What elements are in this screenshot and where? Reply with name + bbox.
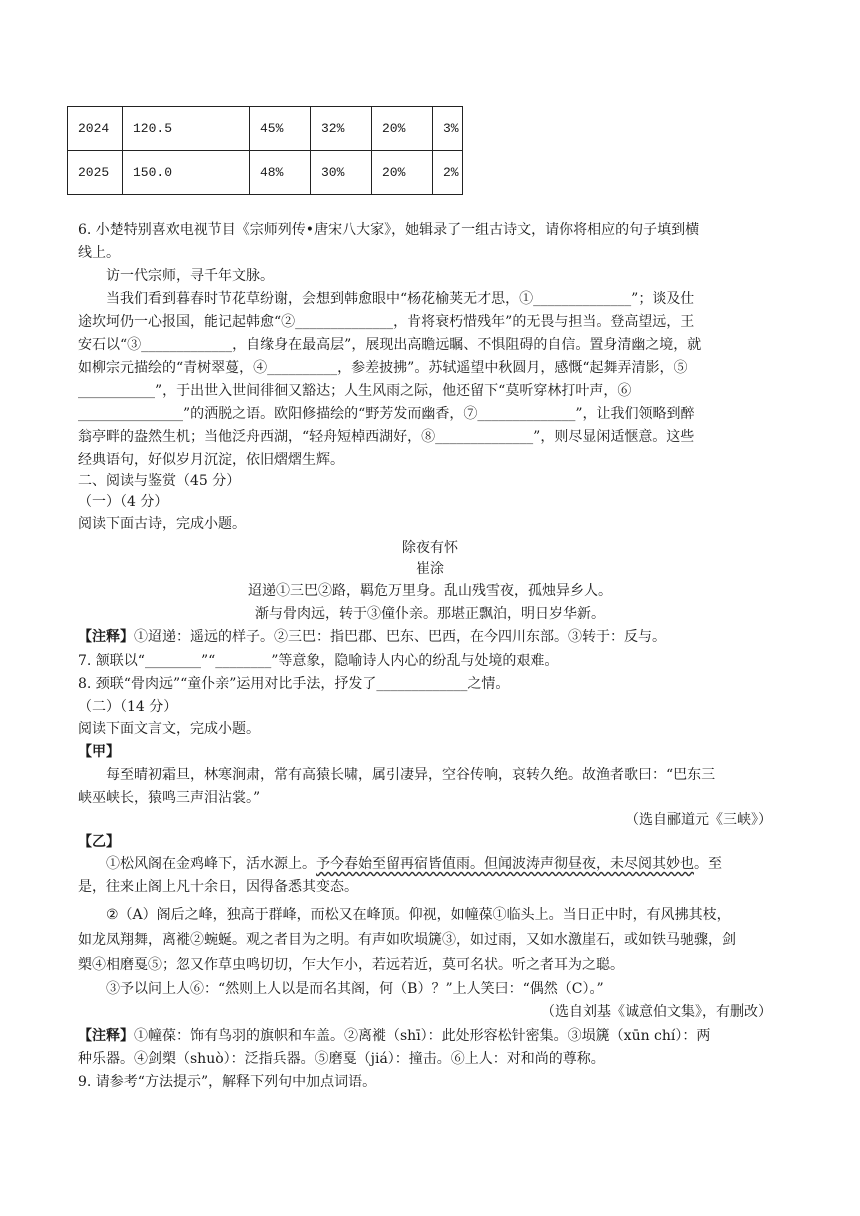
section-title: 二、阅读与鉴赏（45 分）: [78, 473, 241, 489]
passage-text: ①松风阁在金鸡峰下，活水源上。: [106, 856, 316, 872]
table-cell: 20%: [372, 151, 433, 195]
q6-text: _______________”的洒脱之语。欧阳修描绘的“野芳发而幽香，⑦______________”，让我们领略到醉: [78, 406, 695, 422]
q7-text: 7. 颔联以“________”“________”等意象，隐喻诗人内心的纷乱与处境的艰难。: [78, 653, 559, 669]
passage-text: 如龙凤翔舞，离褷②蜿蜒。观之者目为之明。有声如吹埙篪③，如过雨，又如水激崖石，或如铁马驰骤，剑: [78, 932, 736, 948]
passage-text: 是，往来止阁上凡十余日，因得备悉其变态。: [78, 879, 358, 895]
underlined-sentence: 予今春始至留再宿皆值雨。但闻波涛声彻昼夜，未尽阅其妙也: [316, 856, 694, 872]
q6-text: ___________”，于出世入世间徘徊又豁达；人生风雨之际，他还留下“莫听穿林打叶声，⑥: [78, 383, 632, 399]
note-label: 【注释】: [78, 629, 134, 645]
instruction: 阅读下面文言文，完成小题。: [78, 721, 260, 737]
table-cell: 45%: [250, 107, 311, 151]
q6-text: 如柳宗元描绘的“青树翠蔓，④__________，参差披拂”。苏轼遥望中秋圆月，感慨“起舞弄清影，⑤: [78, 360, 688, 376]
passage-label: 【乙】: [78, 834, 120, 850]
poem-line: 迢递①三巴②路，羁危万里身。乱山残雪夜，孤烛异乡人。: [248, 583, 612, 599]
q6-text: 6. 小楚特别喜欢电视节目《宗师列传•唐宋八大家》，她辑录了一组古诗文，请你将相应的句子填到横: [78, 222, 700, 238]
passage-text: ③予以问上人⑥：“然则上人以是而名其阁，何（B）？”上人笑曰：“偶然（C）。”: [106, 981, 604, 997]
poem-line: 渐与骨肉远，转于③僮仆亲。那堪正飘泊，明日岁华新。: [255, 606, 605, 622]
table-row: [68, 151, 463, 195]
data-table: [67, 106, 463, 195]
passage-text: 峡巫峡长，猿鸣三声泪沾裳。”: [78, 790, 261, 806]
q9-text: 9. 请参考“方法提示”，解释下列句中加点词语。: [78, 1074, 377, 1090]
q6-text: 线上。: [78, 245, 120, 261]
passage-label: 【甲】: [78, 744, 120, 760]
note: [78, 1025, 778, 1047]
passage-text: 每至晴初霜旦，林寒涧肃，常有高猿长啸，属引凄异，空谷传响，哀转久绝。故渔者歌曰：“巴东三: [106, 767, 716, 783]
passage-source: （选自郦道元《三峡》）: [625, 812, 772, 828]
passage-text: ②（A）阁后之峰，独高于群峰，而松又在峰顶。仰视，如幢葆①临头上。当日正中时，有风拂其枝，: [106, 907, 731, 923]
table-cell: 2025: [68, 151, 123, 195]
table-cell: 32%: [311, 107, 372, 151]
q6-text: 途坎坷仍一心报国，能记起韩愈“②______________，肯将衰朽惜残年”的无畏与担当。登高望远，王: [78, 314, 695, 330]
note-text: 种乐器。④剑槊（shuò）：泛指兵器。⑤磨戛（jiá）：撞击。⑥上人：对和尚的尊称。: [78, 1051, 605, 1067]
passage-source: （选自刘基《诚意伯文集》，有删改）: [541, 1004, 772, 1020]
table-cell: 3%: [433, 107, 463, 151]
passage-text: 槊④相磨戛⑤；忽又作草虫鸣切切，乍大乍小，若远若近，莫可名状。听之者耳为之聪。: [78, 957, 624, 973]
part-title: （二）（14 分）: [78, 699, 178, 715]
q8-text: 8. 颈联“骨肉远”“童仆亲”运用对比手法，抒发了_____________之情。: [78, 676, 510, 692]
part-title: （一）（4 分）: [78, 494, 169, 510]
q6-text: 翁亭畔的盎然生机；当他泛舟西湖，“轻舟短棹西湖好，⑧______________”，则尽显闲适惬意。这些: [78, 429, 695, 445]
poem-title: 除夜有怀: [402, 540, 458, 556]
table-cell: 150.0: [123, 151, 250, 195]
table-cell: 20%: [372, 107, 433, 151]
table-cell: 48%: [250, 151, 311, 195]
instruction: 阅读下面古诗，完成小题。: [78, 516, 246, 532]
passage-text: [106, 853, 806, 875]
table-cell: 2%: [433, 151, 463, 195]
q6-text: 访一代宗师，寻千年文脉。: [106, 268, 274, 284]
poem-author: 崔涂: [416, 561, 444, 577]
table-cell: 2024: [68, 107, 123, 151]
q6-text: 当我们看到暮春时节花草纷谢，会想到韩愈眼中“杨花榆荚无才思，①______________”；谈及仕: [106, 291, 695, 307]
passage-text: 。至: [694, 856, 722, 872]
q6-text: 经典语句，好似岁月沉淀，依旧熠熠生辉。: [78, 452, 344, 468]
poem-note: [78, 626, 778, 648]
table-cell: 120.5: [123, 107, 250, 151]
note-text: ①迢递：遥远的样子。②三巴：指巴郡、巴东、巴西，在今四川东部。③转于：反与。: [134, 629, 666, 645]
table-row: [68, 107, 463, 151]
note-label: 【注释】: [78, 1028, 134, 1044]
note-text: ①幢葆：饰有鸟羽的旗帜和车盖。②离褷（shī）：此处形容松针密集。③埙篪（xūn chí）：两: [134, 1028, 711, 1044]
table-cell: 30%: [311, 151, 372, 195]
q6-text: 安石以“③_____________，自缘身在最高层”，展现出高瞻远瞩、不惧阻碍的自信。置身清幽之境，就: [78, 337, 702, 353]
